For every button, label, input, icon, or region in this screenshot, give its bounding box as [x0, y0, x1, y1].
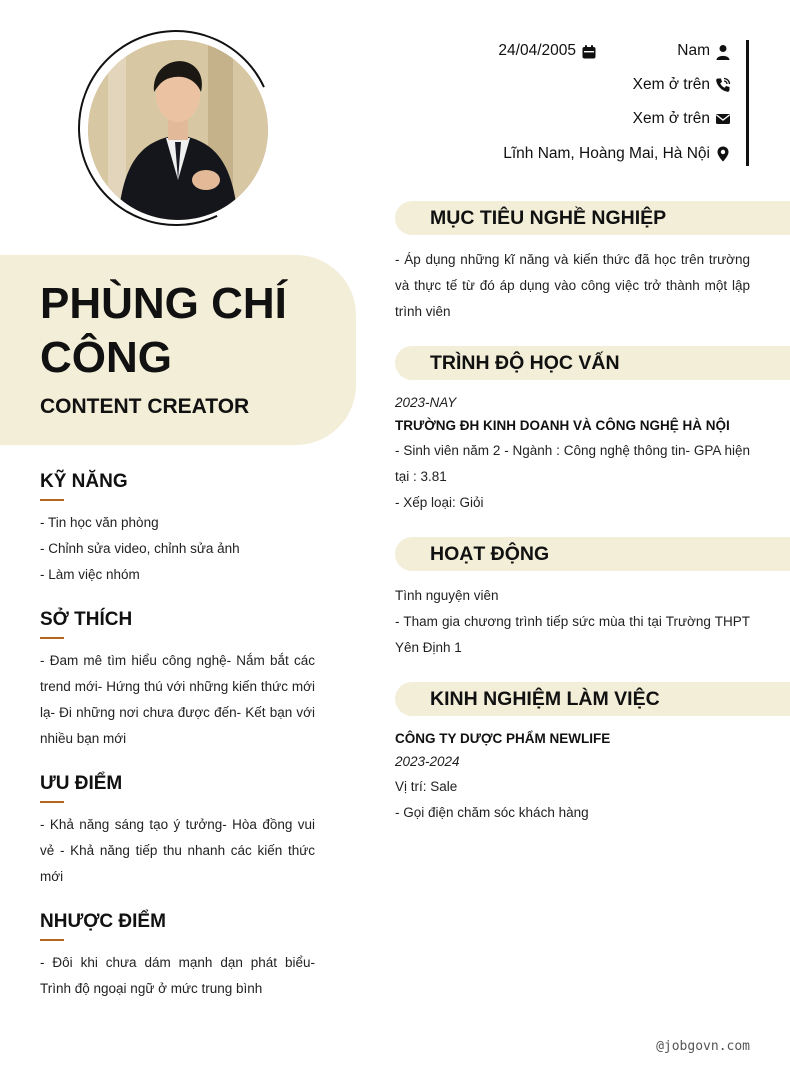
strengths-text: - Khả năng sáng tạo ý tưởng- Hòa đồng vui vẻ - Khả năng tiếp thu nhanh các kiến thức mới — [40, 817, 315, 884]
education-period: 2023-NAY — [395, 395, 457, 410]
email-value: Xem ở trên — [632, 110, 710, 127]
hobbies-underline — [40, 637, 64, 639]
experience-title: KINH NGHIỆM LÀM VIỆC — [430, 688, 660, 710]
experience-period: 2023-2024 — [395, 754, 460, 769]
gender-value: Nam — [677, 42, 710, 59]
strengths-underline — [40, 801, 64, 803]
objective-text: - Áp dụng những kĩ năng và kiến thức đã học trên trường và thực tế từ đó áp dụng vào công việc trở thành một lập trình viên — [395, 252, 750, 319]
skills-title: KỸ NĂNG — [40, 471, 128, 492]
phone-icon — [715, 77, 731, 93]
job-title: CONTENT CREATOR — [40, 395, 250, 418]
activities-title: HOẠT ĐỘNG — [430, 543, 550, 565]
activity-role: Tình nguyện viên — [395, 588, 499, 603]
experience-position: Vị trí: Sale — [395, 779, 458, 794]
contact-divider — [746, 40, 749, 166]
skill-item: - Chỉnh sửa video, chỉnh sửa ảnh — [40, 541, 240, 556]
experience-duty: - Gọi điện chăm sóc khách hàng — [395, 805, 589, 820]
full-name: PHÙNG CHÍ CÔNG — [40, 279, 287, 382]
strengths-title: ƯU ĐIỂM — [40, 773, 123, 794]
skill-item: - Làm việc nhóm — [40, 567, 140, 582]
hobbies-text: - Đam mê tìm hiểu công nghệ- Nắm bắt các trend mới- Hứng thú với những kiến thức mới lạ- Đi những nơi chưa được đến- Kết bạn với nhiều bạn mới — [40, 653, 315, 746]
skill-item: - Tin học văn phòng — [40, 515, 159, 530]
skills-list — [40, 510, 320, 588]
person-icon — [715, 44, 731, 60]
education-school: TRƯỜNG ĐH KINH DOANH VÀ CÔNG NGHỆ HÀ NỘI — [395, 418, 730, 433]
weaknesses-underline — [40, 939, 64, 941]
hobbies-title: SỞ THÍCH — [40, 609, 133, 630]
education-rank: - Xếp loại: Giỏi — [395, 495, 484, 510]
phone-value: Xem ở trên — [632, 76, 710, 93]
education-title: TRÌNH ĐỘ HỌC VẤN — [430, 352, 620, 374]
calendar-icon — [581, 44, 597, 60]
address-value: Lĩnh Nam, Hoàng Mai, Hà Nội — [503, 145, 710, 162]
location-pin-icon — [715, 146, 731, 162]
footer-watermark: @jobgovn.com — [656, 1039, 750, 1054]
avatar — [88, 40, 268, 220]
activity-detail: - Tham gia chương trình tiếp sức mùa thi tại Trường THPT Yên Định 1 — [395, 614, 750, 655]
skills-underline — [40, 499, 64, 501]
education-detail: - Sinh viên năm 2 - Ngành : Công nghệ thông tin- GPA hiện tại : 3.81 — [395, 443, 750, 484]
mail-icon — [715, 111, 731, 127]
objective-title: MỤC TIÊU NGHỀ NGHIỆP — [430, 207, 667, 229]
weaknesses-text: - Đôi khi chưa dám mạnh dạn phát biểu- Trình độ ngoại ngữ ở mức trung bình — [40, 955, 315, 996]
birthday-value: 24/04/2005 — [498, 42, 576, 59]
experience-company: CÔNG TY DƯỢC PHẨM NEWLIFE — [395, 731, 611, 746]
weaknesses-title: NHƯỢC ĐIỂM — [40, 911, 166, 932]
